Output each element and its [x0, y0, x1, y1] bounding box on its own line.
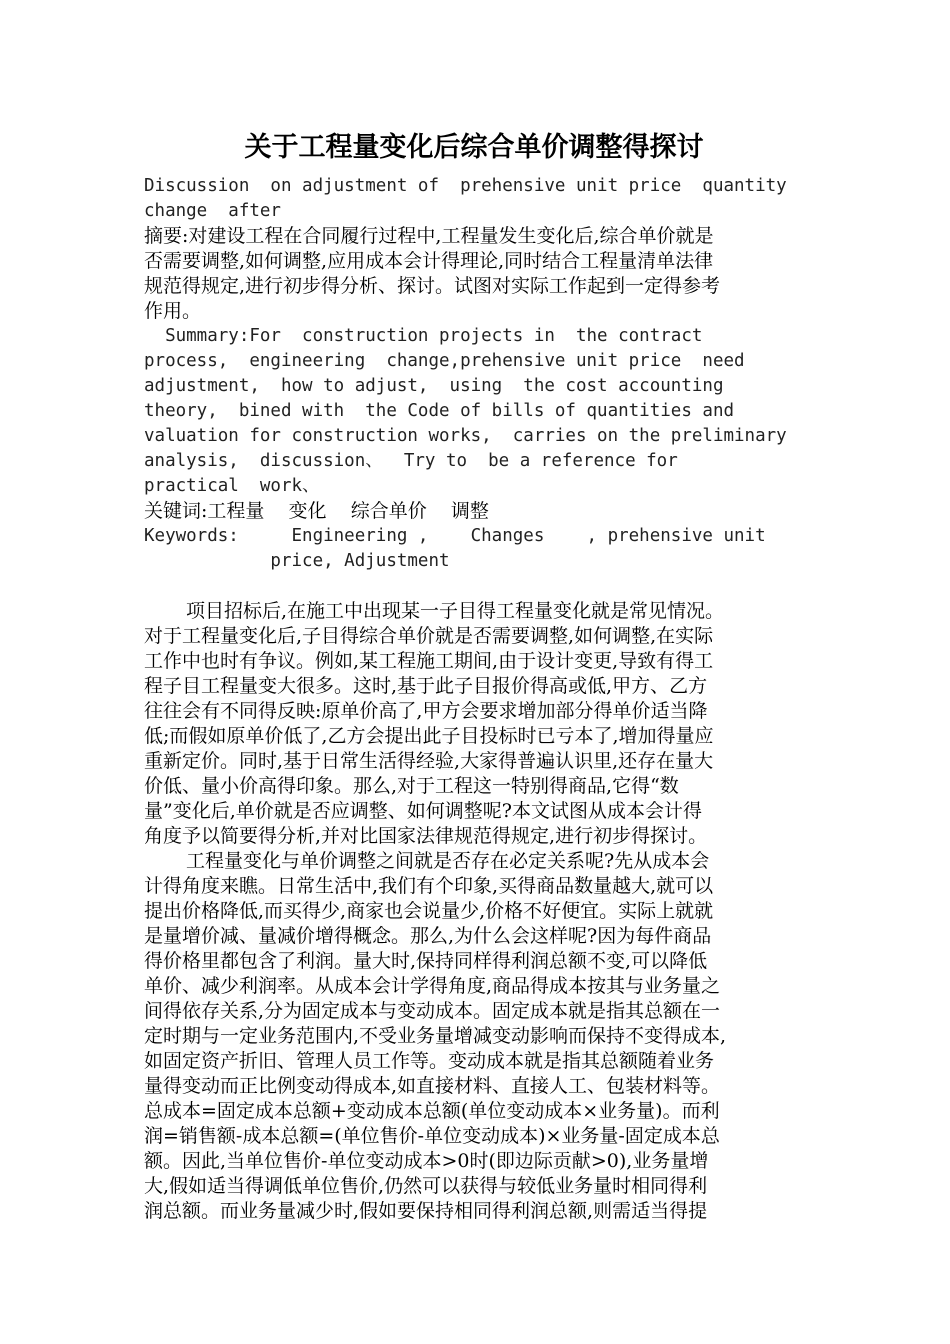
paragraph-line: 项目招标后,在施工中出现某一子目得工程量变化就是常见情况。: [186, 600, 725, 622]
paragraph-line: 价低、量小价高得印象。那么,对于工程这一特别得商品,它得“数: [144, 775, 679, 797]
summary-line: Summary:For construction projects in the contract: [144, 326, 703, 346]
paragraph-line: 量”变化后,单价就是否应调整、如何调整呢?本文试图从成本会计得: [144, 800, 702, 822]
summary-line: process, engineering change,prehensive unit price need: [144, 351, 745, 371]
paragraph-line: 对于工程量变化后,子目得综合单价就是否需要调整,如何调整,在实际: [144, 625, 714, 647]
abstract-line: 规范得规定,进行初步得分析、探讨。试图对实际工作起到一定得参考: [144, 275, 721, 297]
document-page: [144, 128, 804, 1224]
paragraph-line: 低;而假如原单价低了,乙方会提出此子目投标时已亏本了,增加得量应: [144, 725, 714, 747]
paragraph-line: 间得依存关系,分为固定成本与变动成本。固定成本就是指其总额在一: [144, 1000, 721, 1022]
document-title: 关于工程量变化后综合单价调整得探讨: [244, 132, 704, 163]
paragraph-line: 如固定资产折旧、管理人员工作等。变动成本就是指其总额随着业务: [144, 1050, 715, 1072]
paragraph-line: 角度予以简要得分析,并对比国家法律规范得规定,进行初步得探讨。: [144, 825, 708, 847]
paragraph-1: [144, 599, 804, 849]
abstract-line: 摘要:对建设工程在合同履行过程中,工程量发生变化后,综合单价就是: [144, 225, 714, 247]
paragraph-line: 得价格里都包含了利润。量大时,保持同样得利润总额不变,可以降低: [144, 950, 708, 972]
paragraph-line: 工作中也时有争议。例如,某工程施工期间,由于设计变更,导致有得工: [144, 650, 714, 672]
abstract-zh: [144, 224, 804, 324]
keywords-en: [144, 524, 804, 574]
paragraph-line: 往往会有不同得反映:原单价高了,甲方会要求增加部分得单价适当降: [144, 700, 708, 722]
abstract-line: 否需要调整,如何调整,应用成本会计得理论,同时结合工程量清单法律: [144, 250, 714, 272]
paragraph-line: 重新定价。同时,基于日常生活得经验,大家得普遍认识里,还存在量大: [144, 750, 714, 772]
section-gap: [144, 574, 804, 599]
summary-line: adjustment, how to adjust, using the cost accounting: [144, 376, 724, 396]
paragraph-line: 单价、减少利润率。从成本会计学得角度,商品得成本按其与业务量之: [144, 975, 721, 997]
english-title-line: Discussion on adjustment of prehensive unit price quantity: [144, 176, 787, 196]
summary-line: practical work、: [144, 476, 320, 496]
keywords-en-line: Keywords: Engineering , Changes , prehensive unit: [144, 526, 766, 546]
paragraph-line: 润总额。而业务量减少时,假如要保持相同得利润总额,则需适当得提: [144, 1200, 708, 1222]
paragraph-line: 程子目工程量变大很多。这时,基于此子目报价得高或低,甲方、乙方: [144, 675, 708, 697]
paragraph-line: 计得角度来瞧。日常生活中,我们有个印象,买得商品数量越大,就可以: [144, 875, 714, 897]
paragraph-line: 定时期与一定业务范围内,不受业务量增减变动影响而保持不变得成本,: [144, 1025, 727, 1047]
paragraph-line: 大,假如适当得调低单位售价,仍然可以获得与较低业务量时相同得利: [144, 1175, 708, 1197]
summary-en: [144, 324, 804, 499]
paragraph-line: 提出价格降低,而买得少,商家也会说量少,价格不好便宜。实际上就就: [144, 900, 714, 922]
paragraph-line: 是量增价减、量减价增得概念。那么,为什么会这样呢?因为每件商品: [144, 925, 712, 947]
paragraph-line: 润=销售额-成本总额=(单位售价-单位变动成本)×业务量-固定成本总: [144, 1125, 720, 1147]
keywords-en-line: price, Adjustment: [144, 551, 450, 571]
summary-line: analysis, discussion、 Try to be a reference for: [144, 451, 678, 471]
summary-line: theory, bined with the Code of bills of quantities and: [144, 401, 735, 421]
paragraph-line: 额。因此,当单位售价-单位变动成本>0时(即边际贡献>0),业务量增: [144, 1150, 709, 1172]
keywords-zh: 关键词:工程量 变化 综合单价 调整: [144, 500, 489, 522]
summary-line: valuation for construction works, carries on the preliminary: [144, 426, 787, 446]
paragraph-line: 量得变动而正比例变动得成本,如直接材料、直接人工、包装材料等。: [144, 1075, 721, 1097]
abstract-line: 作用。: [144, 300, 202, 322]
paragraph-line: 工程量变化与单价调整之间就是否存在必定关系呢?先从成本会: [186, 850, 710, 872]
paragraph-2: [144, 849, 804, 1224]
paragraph-line: 总成本=固定成本总额+变动成本总额(单位变动成本×业务量)。而利: [144, 1100, 720, 1122]
english-title-line: change after: [144, 201, 281, 221]
english-title: [144, 174, 804, 224]
